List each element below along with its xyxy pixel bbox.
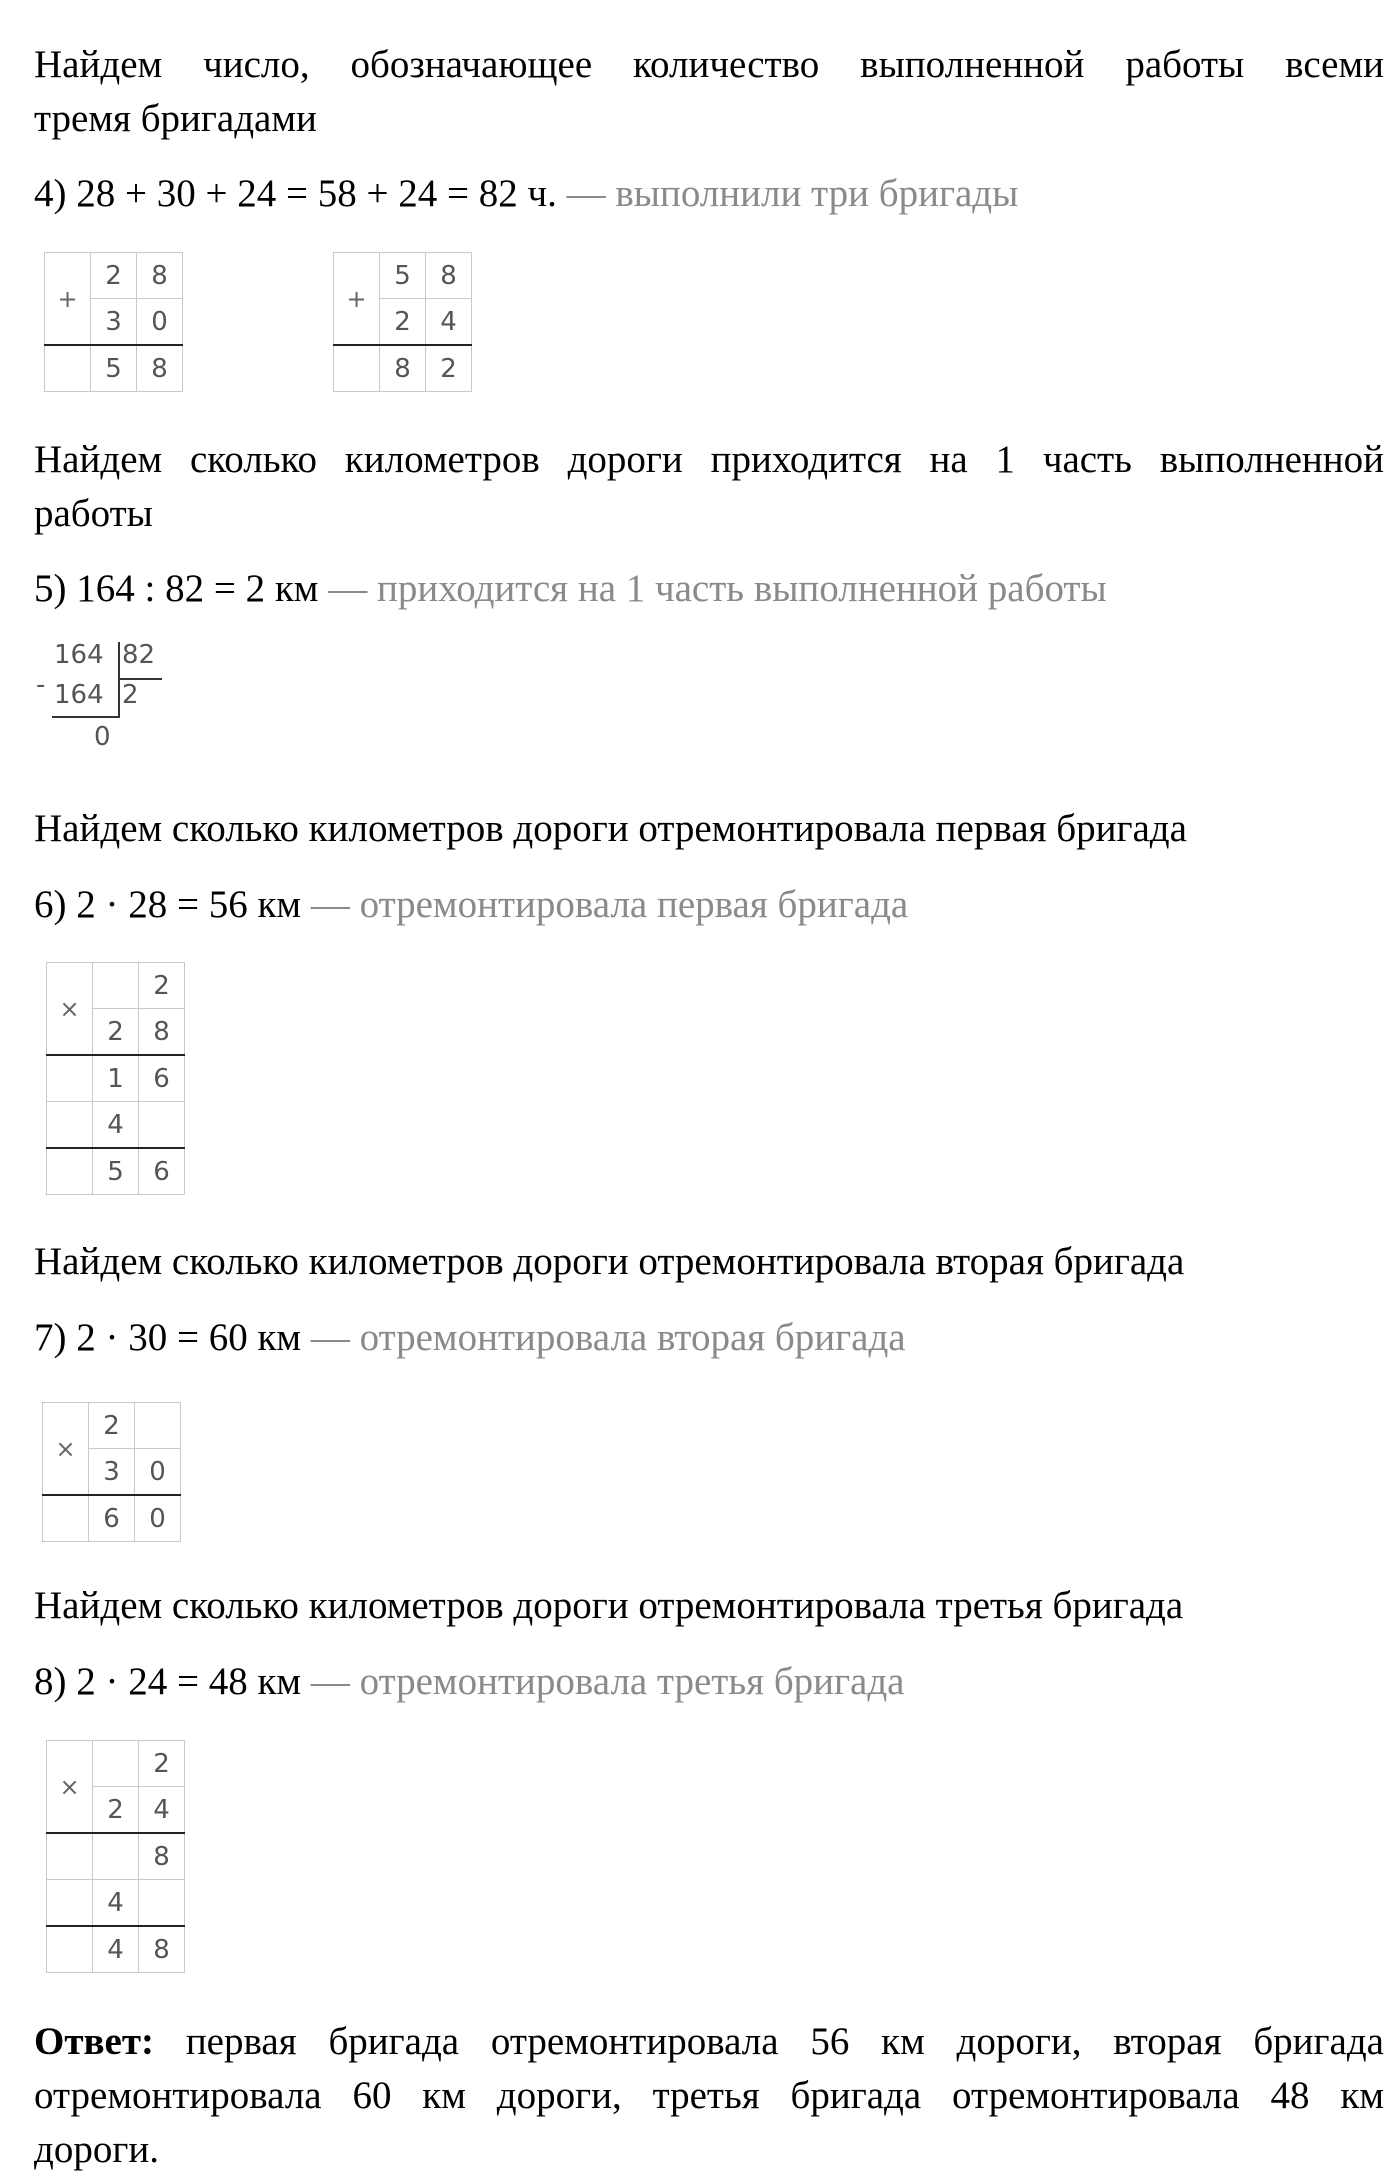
intro-total-line-1: Найдем число, обозначающее количество выполненной работы всеми bbox=[34, 43, 1384, 86]
empty-cell bbox=[93, 1741, 139, 1787]
digit: 8 bbox=[139, 1833, 185, 1880]
digit: 6 bbox=[139, 1148, 185, 1195]
digit: 2 bbox=[426, 345, 472, 392]
empty-cell bbox=[47, 1102, 93, 1149]
digit: 2 bbox=[380, 299, 426, 346]
intro-part-line-2: работы bbox=[34, 492, 153, 535]
digit: 4 bbox=[93, 1880, 139, 1927]
multiplication-grid-3 bbox=[46, 1740, 185, 1973]
digit: 2 bbox=[91, 253, 137, 299]
step-5-note: — приходится на 1 часть выполненной работы bbox=[318, 567, 1107, 610]
addition-grid-2 bbox=[333, 252, 472, 392]
step-7-note: — отремонтировала вторая бригада bbox=[301, 1316, 906, 1359]
step-7-expression: 7) 2 · 30 = 60 км bbox=[34, 1316, 302, 1359]
digit: 8 bbox=[380, 345, 426, 392]
plus-sign: + bbox=[334, 253, 380, 346]
digit: 4 bbox=[139, 1787, 185, 1834]
step-4-line bbox=[34, 167, 1018, 221]
minus-sign: - bbox=[36, 670, 46, 700]
empty-cell bbox=[93, 963, 139, 1009]
digit: 2 bbox=[93, 1009, 139, 1056]
answer-line-3: дороги. bbox=[34, 2128, 159, 2171]
times-sign: × bbox=[47, 963, 93, 1056]
empty-cell bbox=[47, 1055, 93, 1102]
step-4-expression: 4) 28 + 30 + 24 = 58 + 24 = 82 ч. bbox=[34, 172, 557, 215]
digit: 4 bbox=[93, 1102, 139, 1149]
long-division bbox=[36, 640, 196, 760]
times-sign: × bbox=[43, 1403, 89, 1496]
step-5-expression: 5) 164 : 82 = 2 км bbox=[34, 567, 319, 610]
answer-line-2: отремонтировала 60 км дороги, третья бригада отремонтировала 48 км bbox=[34, 2074, 1384, 2117]
empty-cell bbox=[47, 1148, 93, 1195]
dividend: 164 bbox=[54, 640, 104, 670]
digit: 2 bbox=[139, 1741, 185, 1787]
multiplication-grid-2 bbox=[42, 1402, 181, 1542]
step-4-note: — выполнили три бригады bbox=[556, 172, 1019, 215]
digit: 5 bbox=[93, 1148, 139, 1195]
intro-first: Найдем сколько километров дороги отремонтировала первая бригада bbox=[34, 807, 1187, 850]
divisor: 82 bbox=[122, 640, 156, 670]
digit: 8 bbox=[137, 345, 183, 392]
step-8-line bbox=[34, 1655, 905, 1709]
digit: 8 bbox=[426, 253, 472, 299]
digit: 4 bbox=[426, 299, 472, 346]
digit: 2 bbox=[89, 1403, 135, 1449]
multiplication-grid-1 bbox=[46, 962, 185, 1195]
step-7-line bbox=[34, 1311, 906, 1365]
times-sign: × bbox=[47, 1741, 93, 1834]
digit: 8 bbox=[137, 253, 183, 299]
division-vertical-line bbox=[118, 642, 120, 718]
digit: 3 bbox=[91, 299, 137, 346]
empty-cell bbox=[93, 1833, 139, 1880]
subtrahend: 164 bbox=[54, 680, 104, 710]
addition-grid-1 bbox=[44, 252, 183, 392]
digit: 5 bbox=[91, 345, 137, 392]
digit: 2 bbox=[139, 963, 185, 1009]
digit: 2 bbox=[93, 1787, 139, 1834]
step-6-line bbox=[34, 878, 908, 932]
digit: 5 bbox=[380, 253, 426, 299]
digit: 8 bbox=[139, 1009, 185, 1056]
empty-cell bbox=[47, 1926, 93, 1973]
plus-sign: + bbox=[45, 253, 91, 346]
division-divisor-line bbox=[120, 678, 162, 680]
empty-cell bbox=[43, 1495, 89, 1542]
division-subtract-line bbox=[52, 716, 120, 718]
empty-cell bbox=[45, 345, 91, 392]
answer-line-1 bbox=[34, 2015, 1384, 2069]
step-8-note: — отремонтировала третья бригада bbox=[301, 1660, 905, 1703]
empty-cell bbox=[47, 1880, 93, 1927]
intro-total-line-2: тремя бригадами bbox=[34, 97, 317, 140]
step-6-note: — отремонтировала первая бригада bbox=[301, 883, 909, 926]
digit: 0 bbox=[135, 1449, 181, 1496]
digit: 4 bbox=[93, 1926, 139, 1973]
digit: 0 bbox=[137, 299, 183, 346]
empty-cell bbox=[135, 1403, 181, 1449]
step-6-expression: 6) 2 · 28 = 56 км bbox=[34, 883, 302, 926]
digit: 8 bbox=[139, 1926, 185, 1973]
quotient: 2 bbox=[122, 680, 139, 710]
empty-cell bbox=[139, 1102, 185, 1149]
intro-part-line-1: Найдем сколько километров дороги приходится на 1 часть выполненной bbox=[34, 438, 1384, 481]
empty-cell bbox=[47, 1833, 93, 1880]
digit: 1 bbox=[93, 1055, 139, 1102]
step-5-line bbox=[34, 562, 1107, 616]
digit: 0 bbox=[135, 1495, 181, 1542]
intro-third: Найдем сколько километров дороги отремонтировала третья бригада bbox=[34, 1584, 1184, 1627]
answer-text-1: первая бригада отремонтировала 56 км дороги, вторая бригада bbox=[154, 2020, 1384, 2063]
step-8-expression: 8) 2 · 24 = 48 км bbox=[34, 1660, 302, 1703]
digit: 3 bbox=[89, 1449, 135, 1496]
intro-second: Найдем сколько километров дороги отремонтировала вторая бригада bbox=[34, 1240, 1185, 1283]
digit: 6 bbox=[89, 1495, 135, 1542]
digit: 6 bbox=[139, 1055, 185, 1102]
empty-cell bbox=[139, 1880, 185, 1927]
empty-cell bbox=[334, 345, 380, 392]
remainder: 0 bbox=[94, 722, 111, 752]
answer-label: Ответ: bbox=[34, 2020, 155, 2063]
